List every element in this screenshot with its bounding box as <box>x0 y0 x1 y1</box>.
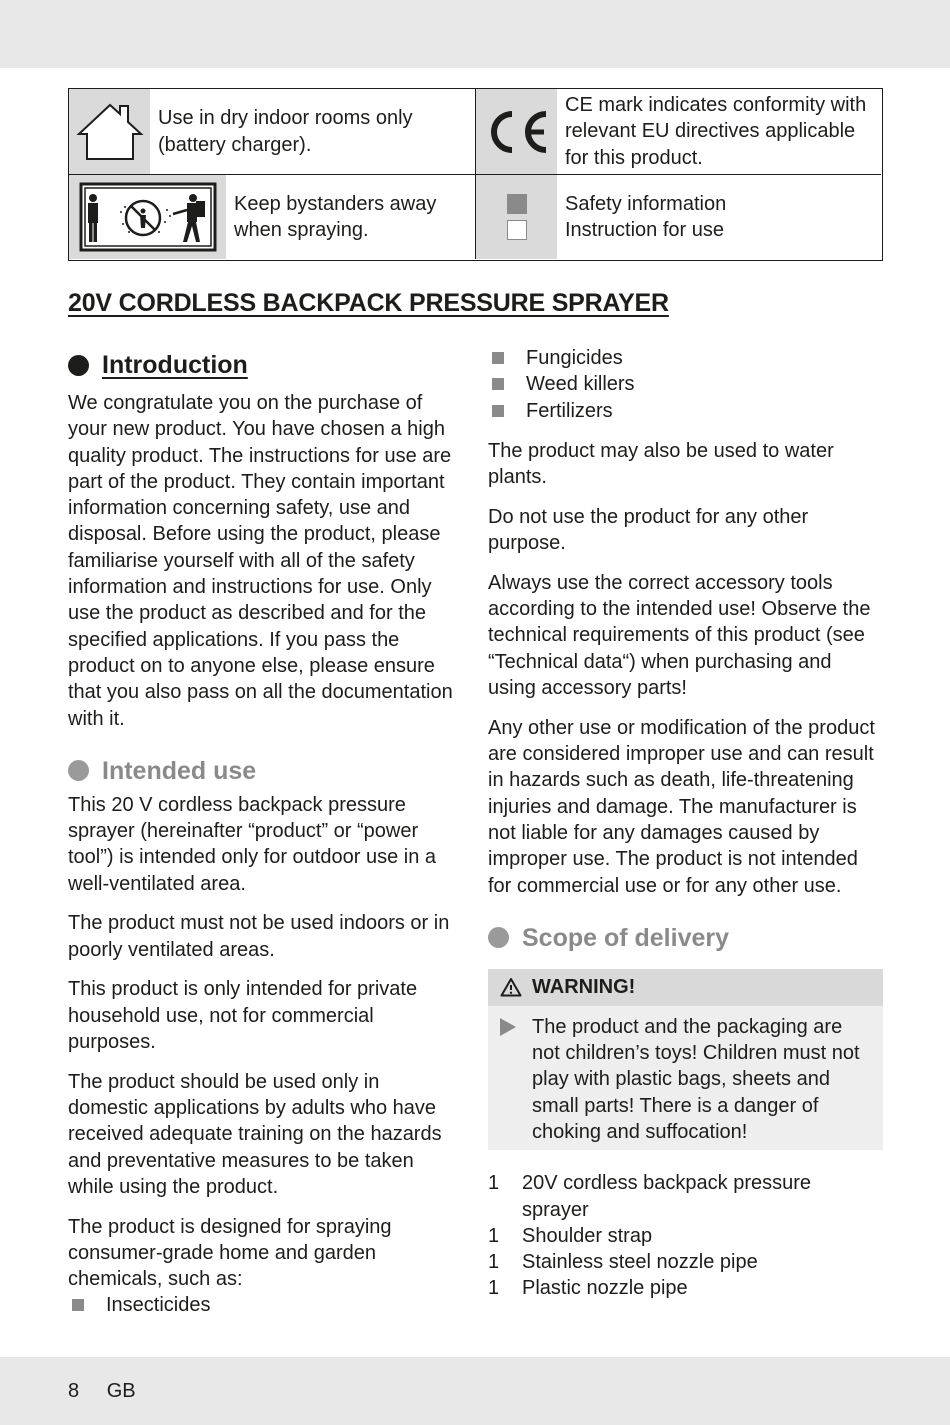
item-quantity: 1 <box>488 1251 500 1274</box>
intended-paragraph: The product is designed for spraying consumer-grade home and garden chemicals, such as: <box>68 1215 392 1291</box>
warning-header <box>488 969 883 1006</box>
intro-heading <box>68 348 463 382</box>
left-column <box>68 345 463 1319</box>
list-item <box>68 1292 463 1318</box>
list-item <box>488 1275 883 1301</box>
scope-heading <box>488 921 883 955</box>
ce-mark-icon <box>476 89 557 174</box>
scope-heading-label: Scope of delivery <box>522 923 730 952</box>
bullet-square-icon <box>492 405 504 417</box>
ce-text: CE mark indicates conformity with relevant EU directives applicable for this product. <box>565 93 867 169</box>
item-name: Plastic nozzle pipe <box>522 1277 688 1300</box>
delivery-list <box>488 1170 883 1301</box>
bullet-dot-icon <box>68 760 89 781</box>
item-name: 20V cordless backpack pressure sprayer <box>522 1172 812 1221</box>
list-item <box>488 1170 883 1223</box>
arrow-right-icon <box>500 1018 516 1036</box>
instruction-square-icon <box>507 220 527 240</box>
intended-paragraph: This 20 V cordless backpack pressure sprayer (hereinafter “product” or “power tool”) is intended only for outdoor use in a well-ventilated area. <box>68 793 436 895</box>
bullet-square-icon <box>492 378 504 390</box>
item-quantity: 1 <box>488 1224 500 1247</box>
bullet-square-icon <box>72 1299 84 1311</box>
intended-paragraph: The product may also be used to water plants. <box>488 439 834 489</box>
bullet-dot-icon <box>488 927 509 948</box>
list-item <box>488 1223 883 1249</box>
list-item-label: Fungicides <box>526 347 623 369</box>
list-item <box>488 398 883 424</box>
safety-info-label: Safety information <box>565 192 727 215</box>
intended-paragraph: This product is only intended for private household use, not for commercial purposes. <box>68 978 418 1054</box>
item-quantity: 1 <box>488 1277 500 1300</box>
intended-use-heading-label: Intended use <box>102 756 257 785</box>
bullet-square-icon <box>492 352 504 364</box>
footer <box>68 1380 158 1403</box>
intended-paragraph: Always use the correct accessory tools according to the intended use! Observe the technical requirements of this product (see “Technical data“) when purchasing and using accessory parts! <box>488 571 871 700</box>
bystanders-text: Keep bystanders away when spraying. <box>234 192 437 241</box>
warning-box <box>488 969 883 1150</box>
info-legend-icons <box>476 175 557 259</box>
warning-body <box>488 1006 883 1150</box>
list-item <box>488 1249 883 1275</box>
safety-square-icon <box>507 194 527 214</box>
list-item-label: Weed killers <box>526 373 635 396</box>
list-item-label: Insecticides <box>106 1294 211 1317</box>
intended-paragraph: The product should be used only in domestic applications by adults who have received adequate training on the hazards and preventative measures to be taken while using the product. <box>68 1070 442 1198</box>
item-name: Shoulder strap <box>522 1224 653 1247</box>
right-column <box>488 345 883 1302</box>
bystander-warning-icon <box>69 175 226 259</box>
intro-heading-label: Introduction <box>102 350 248 379</box>
header-band <box>0 0 950 68</box>
list-item <box>488 371 883 397</box>
item-name: Stainless steel nozzle pipe <box>522 1251 758 1274</box>
warning-title: WARNING! <box>532 976 636 999</box>
instruction-label: Instruction for use <box>565 219 724 241</box>
intended-paragraph: Do not use the product for any other purpose. <box>488 505 809 555</box>
intended-paragraph: The product must not be used indoors or in poorly ventilated areas. <box>68 912 450 961</box>
intended-paragraph: Any other use or modification of the product are considered improper use and can result in hazards such as death, life-threatening injuries and damage. The manufacturer is not liable for any damages caused by improper use. The product is not intended for commercial use or for any other use. <box>488 716 875 897</box>
list-item <box>488 345 883 371</box>
intro-paragraph: We congratulate you on the purchase of your new product. You have chosen a high quality product. The instructions for use are part of the product. They contain important information concerning safety, use and disposal. Before using the product, please familiarise yourself with all of the safety information and instructions for use. Only use the product as described and for the specified applications. If you pass the product on to anyone else, please ensure that you also pass on all the documentation with it. <box>68 392 453 730</box>
page-title: 20V CORDLESS BACKPACK PRESSURE SPRAYER <box>68 289 669 317</box>
indoor-text: Use in dry indoor rooms only (battery charger). <box>158 107 413 156</box>
item-quantity: 1 <box>488 1172 500 1195</box>
warning-text: The product and the packaging are not children’s toys! Children must not play with plastic bags, sheets and small parts! There is a danger of choking and suffocation! <box>532 1015 860 1143</box>
symbol-table <box>68 88 883 261</box>
legend-text <box>565 175 877 259</box>
warning-triangle-icon <box>500 977 522 997</box>
list-item-label: Fertilizers <box>526 399 613 422</box>
language-code: GB <box>106 1380 136 1402</box>
house-icon <box>69 89 150 174</box>
intended-use-heading <box>68 754 463 788</box>
bullet-dot-icon <box>68 355 89 376</box>
page-number: 8 <box>68 1380 80 1402</box>
